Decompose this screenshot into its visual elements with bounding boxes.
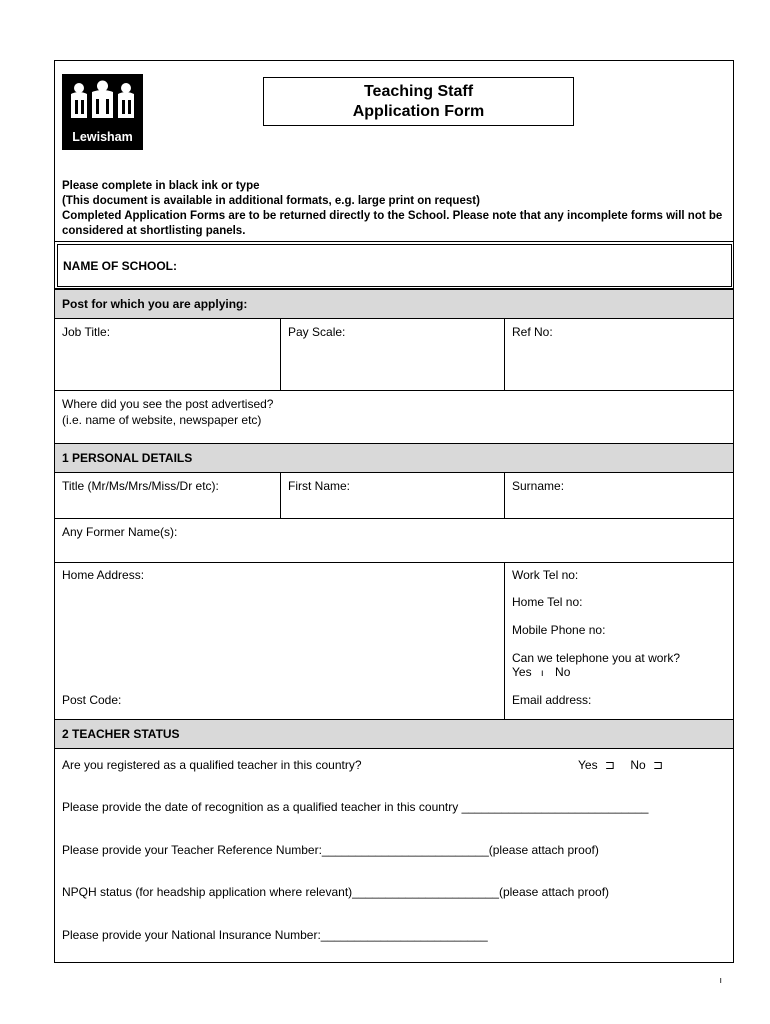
teacher-status-header: 2 TEACHER STATUS bbox=[54, 719, 734, 749]
instruction-ink: Please complete in black ink or type bbox=[62, 180, 260, 192]
phone-at-work-yes[interactable]: Yes bbox=[512, 665, 532, 679]
surname-label: Surname: bbox=[512, 479, 565, 493]
school-name-label: NAME OF SCHOOL: bbox=[63, 259, 177, 273]
first-name-field[interactable] bbox=[280, 472, 505, 519]
mobile-label: Mobile Phone no: bbox=[512, 623, 606, 637]
phone-at-work-question: Can we telephone you at work? bbox=[512, 651, 681, 665]
registered-no-checkbox[interactable]: ⊐ bbox=[653, 758, 664, 772]
advertised-hint: (i.e. name of website, newspaper etc) bbox=[62, 413, 262, 427]
phone-at-work-options bbox=[512, 665, 570, 679]
contact-details-field[interactable] bbox=[504, 562, 734, 720]
crown-icon bbox=[68, 80, 137, 122]
former-names-field[interactable] bbox=[54, 518, 734, 563]
school-name-field[interactable] bbox=[57, 244, 732, 287]
form-title-line1: Teaching Staff bbox=[363, 83, 474, 100]
logo-text: Lewisham bbox=[72, 130, 133, 144]
advertised-field[interactable] bbox=[54, 390, 734, 444]
home-address-label: Home Address: bbox=[62, 568, 145, 582]
teacher-ref-number-field[interactable]: Please provide your Teacher Reference Number:_________________________(please attach proof) bbox=[62, 843, 599, 857]
registered-no-label: No bbox=[630, 758, 646, 772]
former-names-label: Any Former Name(s): bbox=[62, 525, 178, 539]
registered-options bbox=[578, 758, 663, 772]
phone-at-work-yes-mark: ı bbox=[540, 668, 544, 679]
npqh-status-field[interactable]: NPQH status (for headship application where relevant)______________________(please attach proof) bbox=[62, 885, 610, 899]
pay-scale-field[interactable] bbox=[280, 318, 505, 391]
advertised-question: Where did you see the post advertised? bbox=[62, 397, 274, 411]
registered-yes-checkbox[interactable]: ⊐ bbox=[604, 758, 615, 772]
form-title bbox=[263, 77, 574, 126]
surname-field[interactable] bbox=[504, 472, 734, 519]
email-label: Email address: bbox=[512, 693, 592, 707]
instructions bbox=[62, 179, 732, 239]
lewisham-logo bbox=[62, 74, 143, 150]
home-tel-label: Home Tel no: bbox=[512, 595, 583, 609]
first-name-label: First Name: bbox=[288, 479, 351, 493]
ref-no-field[interactable] bbox=[504, 318, 734, 391]
personal-details-header: 1 PERSONAL DETAILS bbox=[54, 443, 734, 473]
job-title-label: Job Title: bbox=[62, 325, 111, 339]
pay-scale-label: Pay Scale: bbox=[288, 325, 346, 339]
post-section-header: Post for which you are applying: bbox=[54, 289, 734, 319]
registered-question: Are you registered as a qualified teacher in this country? bbox=[62, 758, 362, 772]
home-address-field[interactable] bbox=[54, 562, 505, 720]
recognition-date-field[interactable]: Please provide the date of recognition as a qualified teacher in this country ____________________________ bbox=[62, 800, 649, 814]
page-number: ı bbox=[719, 975, 722, 985]
title-label: Title (Mr/Ms/Mrs/Miss/Dr etc): bbox=[62, 479, 219, 493]
work-tel-label: Work Tel no: bbox=[512, 568, 579, 582]
title-field[interactable] bbox=[54, 472, 281, 519]
instruction-formats: (This document is available in additional formats, e.g. large print on request) bbox=[62, 195, 480, 207]
ni-number-field[interactable]: Please provide your National Insurance Number:_________________________ bbox=[62, 928, 488, 942]
instruction-return: Completed Application Forms are to be returned directly to the School. Please note that any incomplete forms will not be considered at shortlisting panels. bbox=[62, 210, 723, 237]
job-title-field[interactable] bbox=[54, 318, 281, 391]
registered-yes-label: Yes bbox=[578, 758, 598, 772]
ref-no-label: Ref No: bbox=[512, 325, 553, 339]
phone-at-work-no[interactable]: No bbox=[555, 665, 571, 679]
post-code-label: Post Code: bbox=[62, 693, 122, 707]
form-title-line2: Application Form bbox=[352, 103, 485, 120]
